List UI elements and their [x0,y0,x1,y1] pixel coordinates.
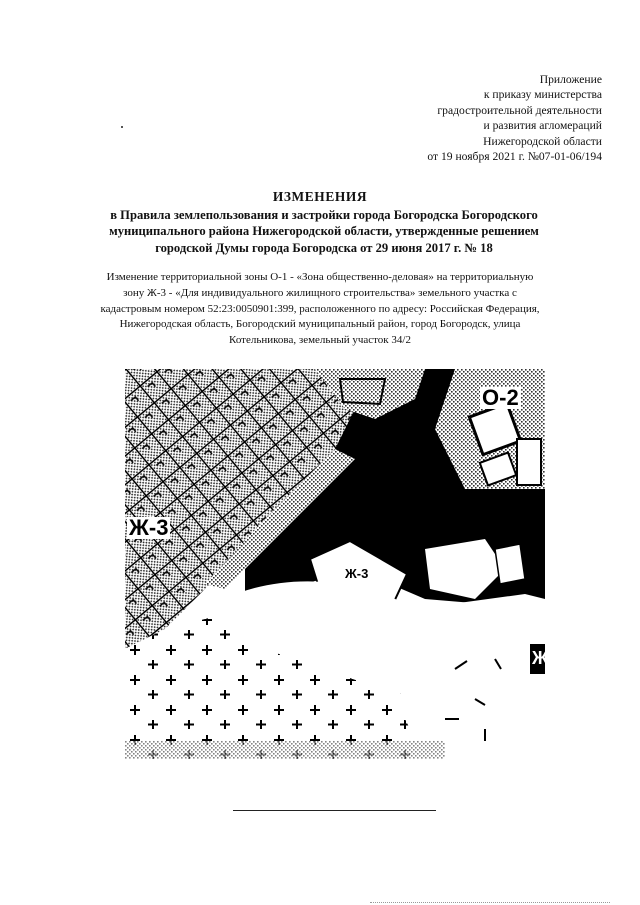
change-description [50,270,590,349]
subtitle-line: в Правила землепользования и застройки города Богородска Богородского [110,208,538,222]
zoning-map-graphic [125,369,545,759]
zoning-map [125,369,549,759]
description-line: Изменение территориальной зоны О-1 - «Зона общественно-деловая» на территориальную [106,271,534,283]
document-title: ИЗМЕНЕНИЯ [272,189,368,204]
appendix-line: градостроительной деятельности [437,103,602,117]
subtitle-line: муниципального района Нижегородской области, утвержденные решением [109,224,539,239]
appendix-line: и развития агломераций [483,119,602,133]
appendix-line: к приказу министерства [483,88,602,102]
appendix-line: от 19 ноября 2021 г. №07-01-06/194 [427,150,602,164]
zone-label-o2: О-2 [482,385,519,410]
description-line: кадастровым номером 52:23:0050901:399, расположенного по адресу: Российская Федерация, [100,302,540,315]
zone-label-zh-edge: Ж [532,648,549,668]
description-line: Нижегородская область, Богородский муниципальный район, город Богородск, улица [119,318,521,331]
description-line: Котельникова, земельный участок 34/2 [229,334,411,347]
appendix-line: Нижегородской области [483,134,602,148]
scan-edge [370,902,610,903]
document-subtitle [60,207,588,256]
scan-speck [121,126,123,128]
signature-line [233,810,436,811]
appendix-block [342,72,602,164]
zone-label-zh3-left: Ж-3 [129,515,169,540]
zone-label-zh3-parcel: Ж-3 [345,566,369,581]
bottom-right-area [415,594,545,759]
subtitle-line: городской Думы города Богородска от 29 июня 2017 г. № 18 [155,240,493,255]
appendix-line: Приложение [539,73,602,86]
description-line: зону Ж-3 - «Для индивидуального жилищного строительства» земельного участка с [123,286,517,299]
